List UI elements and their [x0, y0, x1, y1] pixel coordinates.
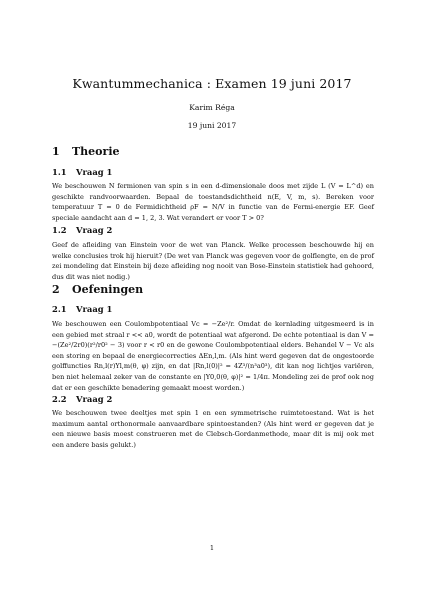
document-title: Kwantummechanica : Examen 19 juni 2017 — [72, 76, 352, 91]
section-heading — [52, 145, 120, 158]
document-date: 19 juni 2017 — [187, 121, 237, 130]
section-heading — [52, 283, 143, 296]
section-number: 2 — [52, 283, 60, 296]
subsection-title: Vraag 1 — [76, 304, 113, 314]
paragraph: We beschouwen N fermionen van spin s in een d-dimensionale doos met zijde L (V = L^d) en geschikte randvoorwaarden. Bepaal de toestandsdichtheid n(E, V, m, s). Bereken voor temperatuur T = 0 de Fermidichtheid ρF = N/V in functie van de Fermi-energie EF. Geef speciale aandacht aan d = 1, 2, 3. Wat verandert er voor T > 0? — [52, 182, 374, 222]
page-number: 1 — [209, 544, 215, 552]
section-title: Theorie — [72, 145, 120, 158]
paragraph: We beschouwen twee deeltjes met spin 1 en een symmetrische ruimtetoestand. Wat is het maximum aantal orthonormale aanvaardbare spintoestanden? (Als hint werd er gegeven dat je een nieuwe basis moest construeren met de Clebsch-Gordanmethode, maar dit is mij ook met een andere basis gelukt.) — [52, 409, 374, 449]
section-number: 1 — [52, 145, 60, 158]
subsection-title: Vraag 1 — [76, 167, 113, 177]
paragraph: We beschouwen een Coulombpotentiaal Vc = −Ze²/r. Omdat de kernlading uitgesmeerd is in een gebied met straal r << a0, wordt de potentiaal wat afgerond. De echte potentiaal is dan V = −(Ze²/2r0)(r²/r0² − 3) voor r < r0 en de gewone Coulombpotentiaal elders. Behandel V − Vc als een storing en bepaal de energiecorrecties ΔEn,l,m. (Als hint werd gegeven dat de ongestoorde golffuncties Rn,l(r)Yl,m(θ, φ) zijn, en dat |Rn,l(0)|² = 4Z³/(n³a0³), dit kan nog lichtjes variëren, ben niet helemaal zeker van de constante en |Y0,0(θ, φ)|² = 1/4π. Mondeling zei de prof ook nog dat er een geschikte benadering gemaakt moest worden.) — [52, 320, 374, 392]
subsection-number: 1.2 — [52, 225, 67, 235]
document-author: Karim Régа — [189, 103, 235, 112]
subsection-number: 2.1 — [52, 304, 67, 314]
subsection-title: Vraag 2 — [76, 394, 113, 404]
subsection-number: 2.2 — [52, 394, 67, 404]
subsection-heading — [52, 304, 112, 314]
subsection-heading — [52, 167, 112, 177]
subsection-heading — [52, 394, 112, 404]
subsection-number: 1.1 — [52, 167, 67, 177]
section-title: Oefeningen — [72, 283, 144, 296]
subsection-title: Vraag 2 — [76, 225, 113, 235]
subsection-heading — [52, 225, 112, 235]
paragraph: Geef de afleiding van Einstein voor de wet van Planck. Welke processen beschouwde hij en welke conclusies trok hij hieruit? (De wet van Planck was gegeven voor de golflengte, en de prof zei mondeling dat Einstein bij deze afleiding nog nooit van Bose-Einstein statistiek had gehoord, dus dit was niet nodig.) — [52, 241, 374, 281]
